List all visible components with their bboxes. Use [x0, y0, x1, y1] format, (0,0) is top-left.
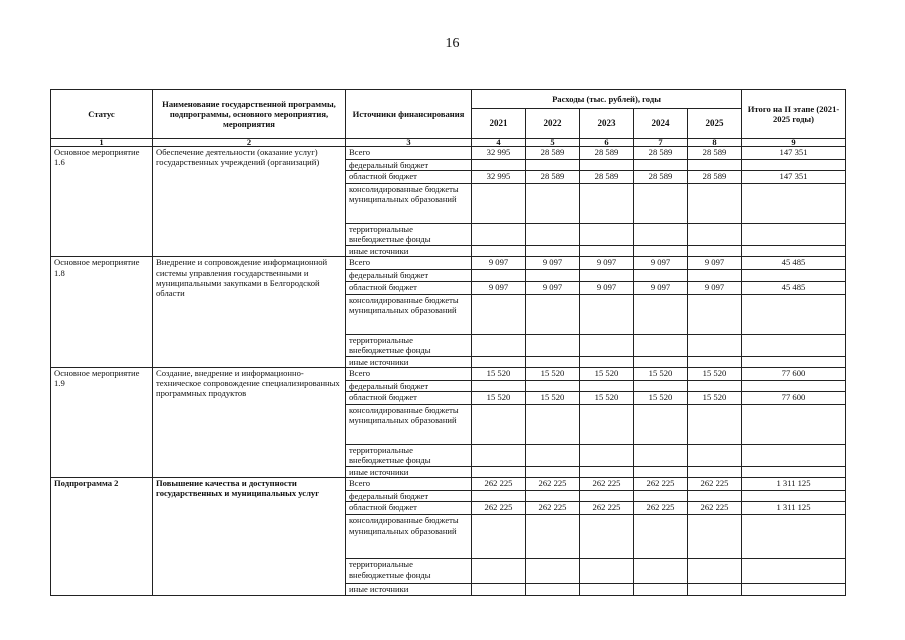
year-value: 9 097	[634, 281, 688, 294]
year-value: 15 520	[634, 367, 688, 380]
total-value	[742, 491, 846, 502]
source-label: областной бюджет	[346, 171, 472, 184]
year-value: 262 225	[526, 502, 580, 515]
table-row	[51, 367, 846, 380]
year-value	[472, 445, 526, 467]
year-value	[634, 356, 688, 367]
year-value: 15 520	[526, 392, 580, 405]
col-number: 2	[153, 139, 346, 147]
source-label: федеральный бюджет	[346, 160, 472, 171]
row-name: Внедрение и сопровождение информационной системы управления государственными и муниципальными закупками в Белгородской области	[153, 257, 346, 367]
source-label: территориальные внебюджетные фонды	[346, 559, 472, 584]
year-value	[688, 294, 742, 334]
total-value	[742, 184, 846, 224]
year-value: 262 225	[688, 478, 742, 491]
year-value: 9 097	[580, 257, 634, 270]
year-value	[526, 467, 580, 478]
year-value: 262 225	[634, 478, 688, 491]
year-value	[526, 491, 580, 502]
year-value	[526, 356, 580, 367]
year-value	[580, 246, 634, 257]
year-value	[634, 491, 688, 502]
col-number: 9	[742, 139, 846, 147]
year-value: 28 589	[634, 147, 688, 160]
source-label: консолидированные бюджеты муниципальных образований	[346, 515, 472, 559]
year-value	[688, 356, 742, 367]
source-label: областной бюджет	[346, 281, 472, 294]
year-value	[634, 334, 688, 356]
total-value	[742, 467, 846, 478]
total-value: 45 485	[742, 281, 846, 294]
col-number: 7	[634, 139, 688, 147]
total-value	[742, 246, 846, 257]
year-value	[580, 184, 634, 224]
year-value	[580, 445, 634, 467]
year-value	[526, 184, 580, 224]
total-value: 1 311 125	[742, 502, 846, 515]
year-value	[688, 515, 742, 559]
year-value: 15 520	[472, 392, 526, 405]
year-value: 15 520	[580, 392, 634, 405]
year-value: 9 097	[472, 281, 526, 294]
year-value	[580, 160, 634, 171]
header-expenses: Расходы (тыс. рублей), годы	[472, 90, 742, 109]
year-value	[688, 270, 742, 281]
year-value	[472, 184, 526, 224]
total-value	[742, 584, 846, 595]
total-value: 147 351	[742, 147, 846, 160]
total-value: 45 485	[742, 257, 846, 270]
year-value	[580, 334, 634, 356]
year-value	[634, 294, 688, 334]
col-number: 6	[580, 139, 634, 147]
year-value: 15 520	[580, 367, 634, 380]
total-value	[742, 356, 846, 367]
year-value	[634, 405, 688, 445]
year-value	[580, 405, 634, 445]
header-source: Источники финансирования	[346, 90, 472, 139]
year-value	[688, 467, 742, 478]
year-value	[688, 559, 742, 584]
year-value	[526, 294, 580, 334]
total-value	[742, 224, 846, 246]
year-value	[634, 584, 688, 595]
year-value	[472, 270, 526, 281]
year-value: 9 097	[688, 281, 742, 294]
year-value	[688, 334, 742, 356]
total-value: 77 600	[742, 367, 846, 380]
year-value	[526, 334, 580, 356]
year-value: 262 225	[634, 502, 688, 515]
year-value	[472, 334, 526, 356]
col-number: 5	[526, 139, 580, 147]
year-value	[526, 515, 580, 559]
year-value	[472, 160, 526, 171]
source-label: федеральный бюджет	[346, 270, 472, 281]
year-value	[688, 224, 742, 246]
year-value	[634, 515, 688, 559]
column-number-row	[51, 139, 846, 147]
year-value	[580, 491, 634, 502]
year-value	[634, 160, 688, 171]
year-value: 28 589	[580, 147, 634, 160]
total-value	[742, 334, 846, 356]
source-label: областной бюджет	[346, 502, 472, 515]
source-label: иные источники	[346, 584, 472, 595]
year-value	[526, 584, 580, 595]
year-value: 28 589	[580, 171, 634, 184]
year-value: 262 225	[472, 478, 526, 491]
year-value: 28 589	[688, 147, 742, 160]
header-year: 2024	[634, 109, 688, 139]
year-value: 262 225	[580, 502, 634, 515]
year-value	[580, 559, 634, 584]
year-value	[580, 356, 634, 367]
year-value	[526, 445, 580, 467]
source-label: областной бюджет	[346, 392, 472, 405]
year-value	[526, 270, 580, 281]
year-value	[688, 491, 742, 502]
total-value: 1 311 125	[742, 478, 846, 491]
col-number: 3	[346, 139, 472, 147]
year-value	[526, 224, 580, 246]
year-value: 262 225	[526, 478, 580, 491]
source-label: федеральный бюджет	[346, 380, 472, 391]
header-year: 2025	[688, 109, 742, 139]
year-value	[472, 224, 526, 246]
year-value	[472, 246, 526, 257]
year-value: 28 589	[526, 171, 580, 184]
year-value: 9 097	[526, 281, 580, 294]
source-label: Всего	[346, 367, 472, 380]
year-value	[526, 160, 580, 171]
year-value: 15 520	[688, 367, 742, 380]
year-value: 32 995	[472, 171, 526, 184]
col-number: 1	[51, 139, 153, 147]
source-label: иные источники	[346, 467, 472, 478]
year-value	[634, 445, 688, 467]
year-value: 9 097	[688, 257, 742, 270]
source-label: консолидированные бюджеты муниципальных образований	[346, 294, 472, 334]
total-value	[742, 380, 846, 391]
header-name: Наименование государственной программы, подпрограммы, основного мероприятия, мероприятия	[153, 90, 346, 139]
year-value	[634, 559, 688, 584]
year-value	[472, 380, 526, 391]
year-value: 28 589	[688, 171, 742, 184]
year-value	[688, 184, 742, 224]
row-name: Повышение качества и доступности государственных и муниципальных услуг	[153, 478, 346, 595]
source-label: федеральный бюджет	[346, 491, 472, 502]
col-number: 4	[472, 139, 526, 147]
year-value	[472, 405, 526, 445]
year-value	[634, 184, 688, 224]
row-status: Основное мероприятие 1.6	[51, 147, 153, 257]
total-value	[742, 294, 846, 334]
year-value	[688, 445, 742, 467]
year-value	[580, 515, 634, 559]
year-value	[634, 270, 688, 281]
header-year: 2022	[526, 109, 580, 139]
year-value	[526, 559, 580, 584]
source-label: территориальные внебюджетные фонды	[346, 224, 472, 246]
year-value: 15 520	[526, 367, 580, 380]
year-value	[580, 294, 634, 334]
row-name: Обеспечение деятельности (оказание услуг) государственных учреждений (организаций)	[153, 147, 346, 257]
year-value: 9 097	[634, 257, 688, 270]
year-value: 9 097	[526, 257, 580, 270]
year-value: 28 589	[526, 147, 580, 160]
year-value: 9 097	[472, 257, 526, 270]
source-label: консолидированные бюджеты муниципальных образований	[346, 405, 472, 445]
year-value	[580, 224, 634, 246]
year-value	[688, 380, 742, 391]
year-value	[688, 246, 742, 257]
row-name: Создание, внедрение и информационно-техническое сопровождение специализированных программных продуктов	[153, 367, 346, 477]
source-label: Всего	[346, 257, 472, 270]
source-label: территориальные внебюджетные фонды	[346, 445, 472, 467]
total-value: 147 351	[742, 171, 846, 184]
row-status: Подпрограмма 2	[51, 478, 153, 595]
year-value	[472, 294, 526, 334]
source-label: Всего	[346, 147, 472, 160]
year-value: 262 225	[580, 478, 634, 491]
year-value	[472, 356, 526, 367]
year-value	[580, 380, 634, 391]
year-value	[526, 380, 580, 391]
year-value	[634, 246, 688, 257]
source-label: иные источники	[346, 356, 472, 367]
year-value	[688, 584, 742, 595]
total-value	[742, 445, 846, 467]
year-value	[472, 559, 526, 584]
year-value	[526, 405, 580, 445]
year-value	[472, 515, 526, 559]
year-value	[634, 224, 688, 246]
header-year: 2021	[472, 109, 526, 139]
total-value	[742, 405, 846, 445]
total-value: 77 600	[742, 392, 846, 405]
total-value	[742, 160, 846, 171]
source-label: консолидированные бюджеты муниципальных образований	[346, 184, 472, 224]
year-value: 262 225	[688, 502, 742, 515]
total-value	[742, 270, 846, 281]
total-value	[742, 515, 846, 559]
year-value: 15 520	[688, 392, 742, 405]
year-value	[472, 467, 526, 478]
year-value	[472, 491, 526, 502]
year-value	[580, 270, 634, 281]
table-row	[51, 257, 846, 270]
table-row	[51, 478, 846, 491]
header-year: 2023	[580, 109, 634, 139]
page-number: 16	[445, 36, 460, 51]
year-value: 28 589	[634, 171, 688, 184]
header-total: Итого на II этапе (2021-2025 годы)	[742, 90, 846, 139]
year-value	[688, 405, 742, 445]
year-value	[526, 246, 580, 257]
year-value: 32 995	[472, 147, 526, 160]
year-value	[634, 380, 688, 391]
year-value	[634, 467, 688, 478]
year-value	[580, 584, 634, 595]
source-label: Всего	[346, 478, 472, 491]
year-value	[688, 160, 742, 171]
financing-table	[50, 89, 846, 596]
source-label: территориальные внебюджетные фонды	[346, 334, 472, 356]
header-status: Статус	[51, 90, 153, 139]
row-status: Основное мероприятие 1.8	[51, 257, 153, 367]
year-value	[580, 467, 634, 478]
year-value: 262 225	[472, 502, 526, 515]
col-number: 8	[688, 139, 742, 147]
source-label: иные источники	[346, 246, 472, 257]
table-row	[51, 147, 846, 160]
year-value: 15 520	[472, 367, 526, 380]
total-value	[742, 559, 846, 584]
year-value	[472, 584, 526, 595]
year-value: 9 097	[580, 281, 634, 294]
year-value: 15 520	[634, 392, 688, 405]
row-status: Основное мероприятие 1.9	[51, 367, 153, 477]
